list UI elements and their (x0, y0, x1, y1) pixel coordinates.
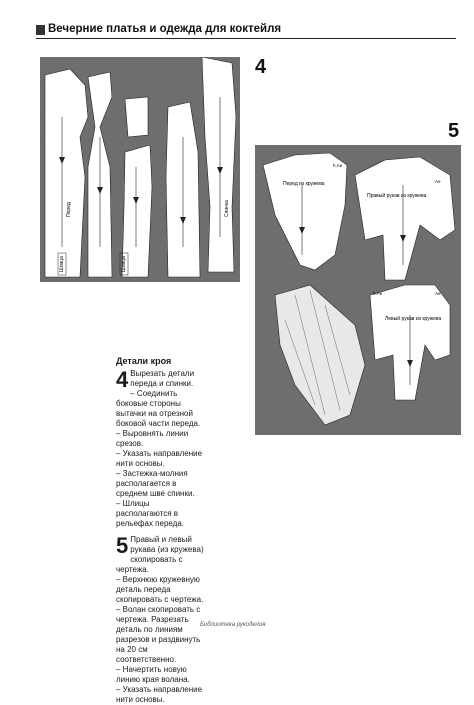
step-5 (116, 535, 206, 705)
step-5-item-1: – Верхнюю кружевную деталь переда скопировать с чертежа. (116, 575, 204, 604)
step-5-lead: Правый и левый рукава (из кружева) скопировать с чертежа. (116, 535, 204, 574)
fig4-front-label: Перед (66, 202, 72, 217)
step-4-item-1: – Соединить боковые стороны вытачки на отрезной боковой части переда. (116, 389, 201, 428)
step-4-item-2: – Выровнять линии срезов. (116, 429, 189, 448)
page-footer: Библиотека рукоделия (200, 622, 266, 628)
figure-5-drawing (255, 145, 461, 435)
fig5-mark-left: Ае (435, 291, 441, 296)
fig4-slit-label-1: Шлица (59, 256, 65, 272)
step-5-item-4: – Указать направление нити основы. (116, 685, 203, 704)
fig5-mark-h2: h.Ае (373, 291, 383, 296)
header-marker (36, 25, 45, 35)
step-4-item-5: – Шлицы располагаются в рельефах переда. (116, 499, 185, 528)
fig5-left-sleeve-label: Левый рукав из кружева (385, 316, 442, 322)
figure-number-5: 5 (448, 120, 460, 142)
fig5-right-sleeve-label: Правый рукав из кружева (367, 193, 427, 199)
step-5-item-2: – Волан скопировать с чертежа. Разрезать деталь по линиям разрезов и раздвинуть на 20 см соответственно. (116, 605, 201, 664)
fig4-back-label: Спинка (224, 200, 230, 217)
fig4-slit-label-2: Шлица (121, 256, 127, 272)
fig5-mark-right: Ае (435, 179, 441, 184)
fig4-front-piece (45, 69, 88, 277)
cutting-instructions (116, 356, 206, 705)
page-title: Вечерние платья и одежда для коктейля (48, 23, 282, 35)
figure-number-4: 4 (255, 56, 267, 78)
step-4 (116, 369, 206, 529)
fig5-front-lace-label: Перед из кружева (283, 181, 325, 187)
figure-5-pattern (255, 145, 461, 435)
figure-4-pattern (40, 57, 240, 282)
section-title: Детали кроя (116, 356, 172, 366)
fig4-yoke-piece (125, 97, 148, 137)
step-4-item-3: – Указать направление нити основы. (116, 449, 203, 468)
step-4-lead: Вырезать детали переда и спинки. (130, 369, 195, 388)
step-5-number: 5 (116, 533, 129, 558)
step-4-item-4: – Застежка-молния располагается в среднем шве спинки. (116, 469, 195, 498)
figure-4-drawing (40, 57, 240, 282)
fig5-mark-h1: h.Ае (333, 163, 343, 168)
step-5-item-3: – Начертить новую линию края волана. (116, 665, 190, 684)
page-header (36, 22, 456, 39)
step-4-number: 4 (116, 367, 129, 392)
